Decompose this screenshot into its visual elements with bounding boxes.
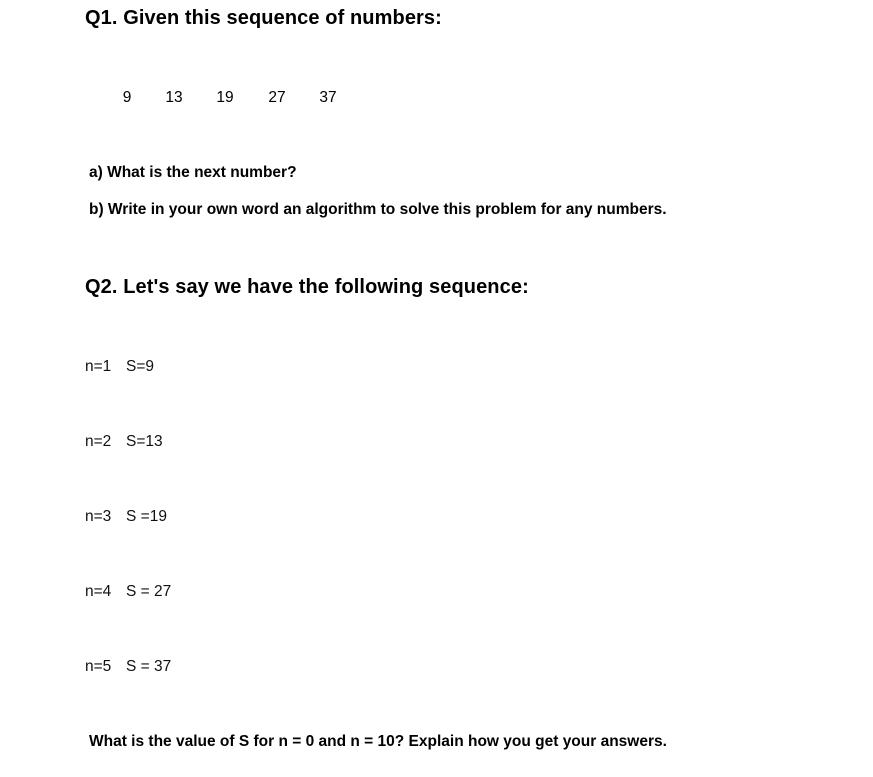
q1-heading: Q1. Given this sequence of numbers: bbox=[85, 7, 442, 29]
q1-part-a: a) What is the next number? bbox=[89, 164, 297, 181]
q1-part-b: b) Write in your own word an algorithm to solve this problem for any numbers. bbox=[89, 201, 667, 218]
sequence-number: 19 bbox=[216, 89, 234, 106]
row-n-value: n=5 bbox=[85, 658, 112, 675]
row-s-value: S=13 bbox=[126, 433, 163, 450]
row-s-value: S = 27 bbox=[126, 583, 172, 600]
row-s-value: S = 37 bbox=[126, 658, 172, 675]
q2-final-question: What is the value of S for n = 0 and n = 10? Explain how you get your answers. bbox=[89, 733, 667, 750]
row-n-value: n=4 bbox=[85, 583, 112, 600]
sequence-number: 13 bbox=[165, 89, 183, 106]
row-n-value: n=1 bbox=[85, 358, 112, 375]
row-s-value: S =19 bbox=[126, 508, 167, 525]
row-n-value: n=3 bbox=[85, 508, 112, 525]
row-s-value: S=9 bbox=[126, 358, 155, 375]
sequence-number: 27 bbox=[268, 89, 286, 106]
sequence-number: 9 bbox=[122, 89, 132, 106]
row-n-value: n=2 bbox=[85, 433, 112, 450]
sequence-number: 37 bbox=[319, 89, 337, 106]
q2-heading: Q2. Let's say we have the following sequence: bbox=[85, 276, 529, 298]
